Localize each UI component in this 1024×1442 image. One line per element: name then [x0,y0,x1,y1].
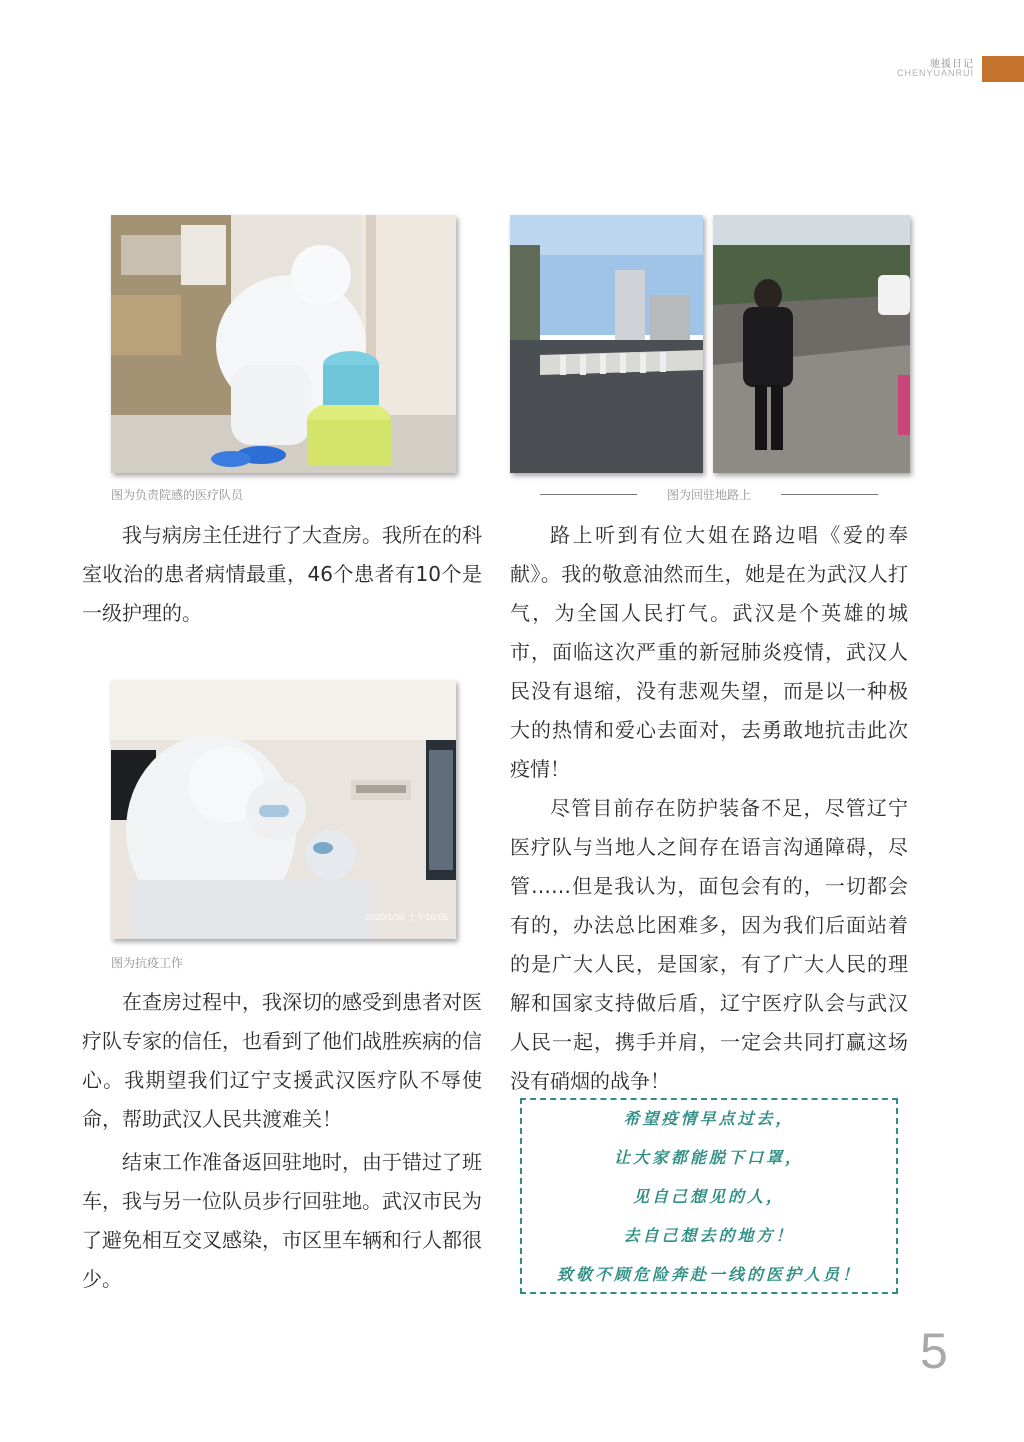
photo-caption-1: 图为负责院感的医疗队员 [111,488,244,502]
photo-caption-3 [536,486,882,503]
left-column-text-1 [82,516,482,633]
photo-caption-3-text: 图为回驻地路上 [667,488,752,502]
photo-street [510,215,703,473]
caption-divider-left [540,494,637,495]
quote-line: 见自己想见的人， [632,1186,785,1206]
quote-line: 致敬不顾危险奔赴一线的医护人员！ [556,1264,861,1284]
left-column-text-2 [82,983,482,1299]
paragraph: 我与病房主任进行了大查房。我所在的科室收治的患者病情最重，46个患者有10个是一级护理的。 [82,523,482,625]
paragraph: 尽管目前存在防护装备不足，尽管辽宁医疗队与当地人之间存在语言沟通障碍，尽管……但是我认为，面包会有的，一切都会有的，办法总比困难多，因为我们后面站着的是广大人民，是国家，有了广大人民的理解和国家支持做后盾，辽宁医疗队会与武汉人民一起，携手并肩，一定会共同打赢这场没有硝烟的战争！ [510,796,908,1093]
page-header [824,52,1024,82]
quote-line: 去自己想去的地方！ [623,1225,795,1245]
photo-timestamp: 2020/1/30 上午10:05 [364,912,448,922]
paragraph: 在查房过程中，我深切的感受到患者对医疗队专家的信任，也看到了他们战胜疾病的信心。我期望我们辽宁支援武汉医疗队不辱使命，帮助武汉人民共渡难关！ [82,990,482,1131]
paragraph: 路上听到有位大姐在路边唱《爱的奉献》。我的敬意油然而生，她是在为武汉人打气，为全国人民打气。武汉是个英雄的城市，面临这次严重的新冠肺炎疫情，武汉人民没有退缩，没有悲观失望，而是以一种极大的热情和爱心去面对，去勇敢地抗击此次疫情！ [510,523,908,781]
photo-caption-2: 图为抗疫工作 [111,956,184,970]
paragraph: 结束工作准备返回驻地时，由于错过了班车，我与另一位队员步行回驻地。武汉市民为了避免相互交叉感染，市区里车辆和行人都很少。 [82,1150,482,1291]
photo-xray-review [111,680,456,939]
page-number: 5 [920,1323,948,1379]
quote-line: 让大家都能脱下口罩， [613,1147,804,1167]
header-accent-bar [982,56,1024,82]
header-subtitle: CHENYUANRUI [896,68,974,78]
caption-divider-right [781,494,878,495]
quote-box [520,1098,898,1294]
photo-woman-singing [713,215,910,473]
header-title: 驰援日记 [930,59,974,70]
photo-medical-worker [111,215,456,473]
quote-line: 希望疫情早点过去， [623,1108,795,1128]
right-column-text [510,516,908,1101]
